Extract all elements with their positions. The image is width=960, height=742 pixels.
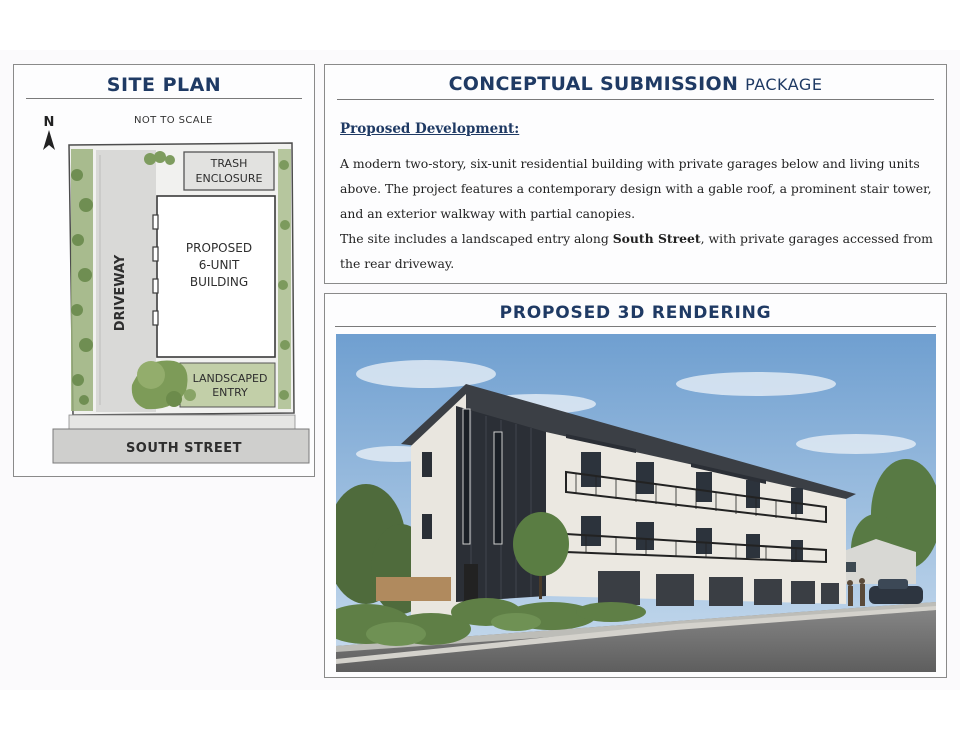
scale-note: NOT TO SCALE [134,115,213,126]
description-paragraph-1: A modern two-story, six-unit residential building with private garages below and living units above. The project features a contemporary design with a gable roof, a prominent stair tower, and an exterior walkway with partial canopies. [340,156,932,221]
trash-label-1: TRASH [210,157,248,170]
landscape-label-1: LANDSCAPED [192,372,268,385]
driveway-label: DRIVEWAY [113,254,128,332]
concept-title [325,73,946,95]
rendering-title-rule [335,326,936,327]
concept-panel [324,64,947,284]
building-rendering-illustration [336,334,936,672]
rendering-image [336,334,936,672]
building-label-1: PROPOSED [185,241,253,255]
description-paragraph-2: The site includes a landscaped entry along South Street, with private garages accessed from the rear driveway. [340,231,933,271]
building-label-3: BUILDING [189,275,249,289]
street-name-emphasis: South Street [612,231,701,246]
concept-title-rule [337,99,934,100]
rendering-title: PROPOSED 3D RENDERING [499,303,772,323]
concept-title-light: PACKAGE [745,75,823,94]
site-plan-panel [13,64,315,477]
landscape-label-2: ENTRY [212,386,248,399]
development-description [340,151,936,276]
building-label-2: 6-UNIT [198,258,240,272]
street-label: SOUTH STREET [125,441,243,456]
rendering-panel [324,293,947,678]
trash-label-2: ENCLOSURE [195,172,263,185]
site-plan-labels [14,65,314,475]
site-plan-title: SITE PLAN [106,74,222,96]
development-heading: Proposed Development: [340,121,520,137]
north-label: N [43,115,55,130]
concept-title-bold: CONCEPTUAL SUBMISSION [448,73,739,95]
